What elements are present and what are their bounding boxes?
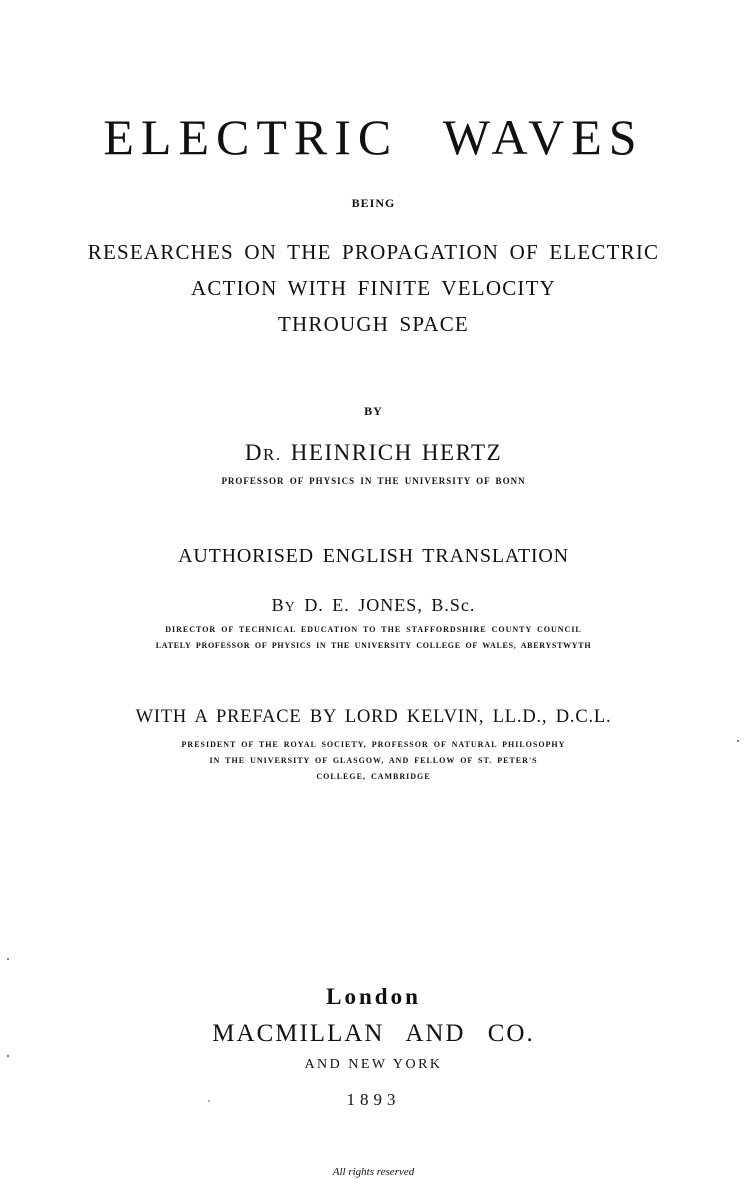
- translator-full-name: D. E. JONES, B.Sc.: [304, 595, 476, 615]
- author-affiliation: PROFESSOR OF PHYSICS IN THE UNIVERSITY OF BONN: [221, 476, 526, 486]
- publisher-city: AND NEW YORK: [304, 1057, 443, 1072]
- author-prefix-initial: D: [244, 440, 263, 465]
- paper-speck: [7, 1055, 9, 1057]
- translator-name: [0, 596, 747, 615]
- author-full-name: HEINRICH HERTZ: [290, 440, 503, 465]
- paper-speck: [7, 958, 9, 960]
- publisher-name: MACMILLAN AND CO.: [212, 1020, 535, 1047]
- translator-credential-2: LATELY PROFESSOR OF PHYSICS IN THE UNIVERSITY COLLEGE OF WALES, ABERYSTWYTH: [155, 641, 592, 650]
- translation-heading: AUTHORISED ENGLISH TRANSLATION: [178, 545, 569, 567]
- book-title: ELECTRIC WAVES: [103, 109, 644, 165]
- subtitle-line-1: RESEARCHES ON THE PROPAGATION OF ELECTRIC: [87, 240, 660, 264]
- publication-year: 1893: [346, 1090, 401, 1109]
- imprint-city: London: [326, 984, 421, 1009]
- being-label: BEING: [351, 196, 396, 210]
- subtitle-line-3: THROUGH SPACE: [278, 312, 469, 336]
- subtitle-line-2: ACTION WITH FINITE VELOCITY: [191, 276, 556, 300]
- translator-by-initial: B: [271, 595, 285, 615]
- preface-heading: WITH A PREFACE BY LORD KELVIN, LL.D., D.C.L.: [135, 707, 612, 727]
- by-label: BY: [364, 404, 383, 418]
- paper-speck: [208, 1100, 210, 1102]
- paper-speck: [737, 740, 739, 742]
- translator-by-rest: Y: [284, 600, 296, 615]
- author-prefix-rest: R.: [262, 445, 282, 464]
- rights-notice: All rights reserved: [332, 1166, 415, 1178]
- author-name: [0, 441, 747, 464]
- preface-credential-1: PRESIDENT OF THE ROYAL SOCIETY, PROFESSOR OF NATURAL PHILOSOPHY: [181, 740, 566, 749]
- preface-credential-3: COLLEGE, CAMBRIDGE: [316, 772, 431, 781]
- translator-credential-1: DIRECTOR OF TECHNICAL EDUCATION TO THE STAFFORDSHIRE COUNTY COUNCIL: [165, 625, 582, 634]
- preface-credential-2: IN THE UNIVERSITY OF GLASGOW, AND FELLOW OF ST. PETER'S: [209, 756, 538, 765]
